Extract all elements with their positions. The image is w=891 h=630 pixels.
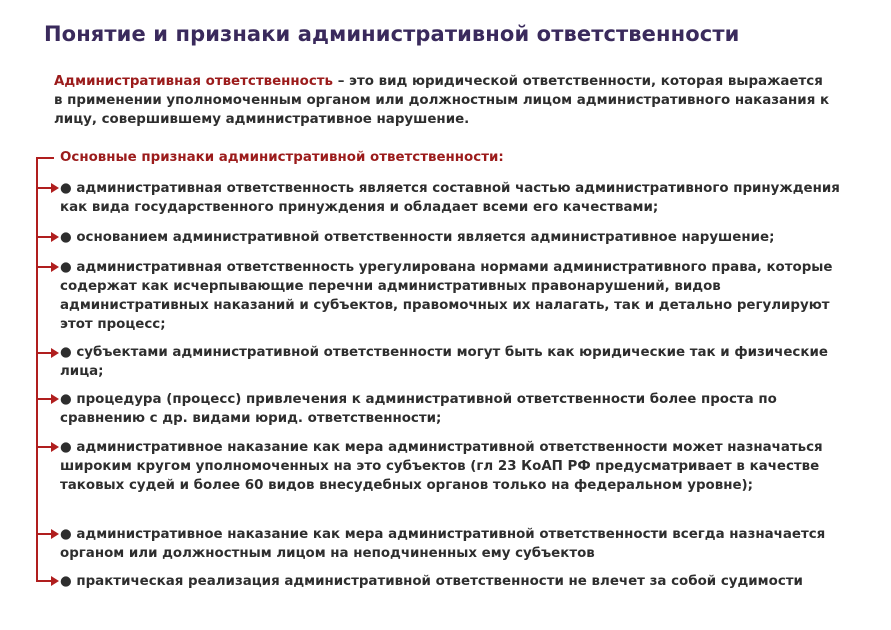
arrow-icon — [36, 580, 52, 582]
section-heading: Основные признаки административной ответственности: — [60, 150, 504, 165]
list-item: ● административное наказание как мера административной ответственности всегда назначается органом или должностным лицом на неподчиненных ему субъектов — [60, 527, 826, 561]
page-title: Понятие и признаки административной ответственности — [44, 22, 740, 46]
definition-term: Административная ответственность — [54, 74, 334, 89]
list-item: ● процедура (процесс) привлечения к административной ответственности более проста по сравнению с др. видами юрид. ответственности; — [60, 392, 777, 426]
definition-paragraph — [54, 72, 834, 129]
arrow-icon — [36, 352, 52, 354]
list-item: ● административная ответственность урегулирована нормами административного права, которые содержат как исчерпывающие перечни административных правонарушений, видов административных наказаний и субъектов, правомочных их налагать, так и детально регулируют этот процесс; — [60, 260, 833, 332]
arrow-icon — [36, 446, 52, 448]
connector-line — [36, 157, 38, 582]
list-item: ● субъектами административной ответственности могут быть как юридические так и физические лица; — [60, 345, 828, 379]
list-item: ● административная ответственность является составной частью административного принуждения как вида государственного принуждения и обладает всеми его качествами; — [60, 181, 840, 215]
list-item: ● основанием административной ответственности является административное нарушение; — [60, 230, 775, 245]
arrow-icon — [36, 187, 52, 189]
connector-top — [36, 157, 54, 159]
list-item: ● практическая реализация административной ответственности не влечет за собой судимости — [60, 574, 803, 589]
list-item: ● административное наказание как мера административной ответственности может назначаться широким кругом уполномоченных на это субъектов (гл 23 КоАП РФ предусматривает в качестве таковых судей и более 60 видов внесудебных органов только на федеральном уровне); — [60, 440, 823, 493]
arrow-icon — [36, 398, 52, 400]
arrow-icon — [36, 236, 52, 238]
arrow-icon — [36, 533, 52, 535]
arrow-icon — [36, 266, 52, 268]
definition-text: – это вид юридической ответственности, которая выражается в применении уполномоченным органом или должностным лицом административного наказания к лицу, совершившему административное нарушение. — [54, 74, 830, 127]
